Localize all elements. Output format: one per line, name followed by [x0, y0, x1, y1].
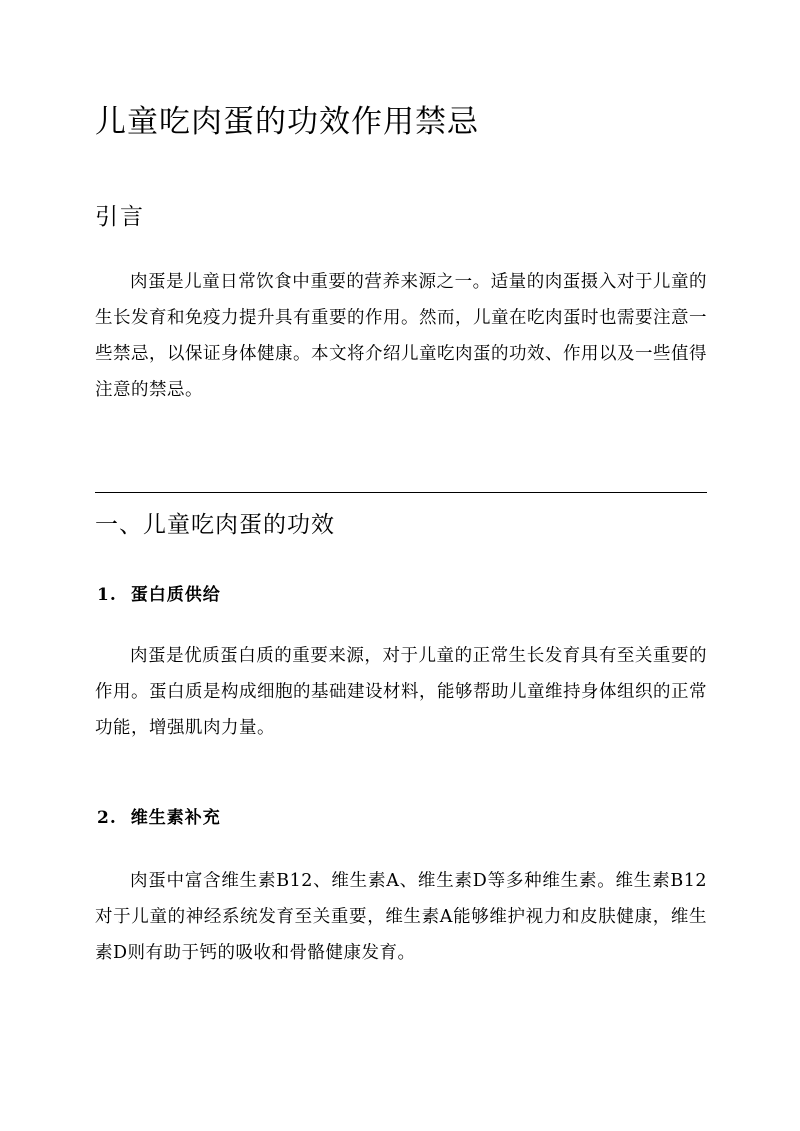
intro-paragraph: 肉蛋是儿童日常饮食中重要的营养来源之一。适量的肉蛋摄入对于儿童的生长发育和免疫力提升具有重要的作用。然而，儿童在吃肉蛋时也需要注意一些禁忌，以保证身体健康。本文将介绍儿童吃肉蛋的功效、作用以及一些值得注意的禁忌。: [95, 272, 707, 400]
subsection-2-heading: [97, 803, 221, 828]
subsection-1-paragraph: 肉蛋是优质蛋白质的重要来源，对于儿童的正常生长发育具有至关重要的作用。蛋白质是构成细胞的基础建设材料，能够帮助儿童维持身体组织的正常功能，增强肌肉力量。: [95, 646, 707, 738]
section-1-heading: 一、儿童吃肉蛋的功效: [95, 512, 335, 538]
subsection-1-title: 蛋白质供给: [130, 585, 221, 605]
subsection-2-number: 2.: [97, 808, 117, 828]
subsection-2-title: 维生素补充: [130, 808, 221, 828]
document-title: 儿童吃肉蛋的功效作用禁忌: [95, 104, 479, 140]
intro-heading: 引言: [95, 204, 145, 230]
subsection-2-paragraph: 肉蛋中富含维生素B12、维生素A、维生素D等多种维生素。维生素B12对于儿童的神经系统发育至关重要，维生素A能够维护视力和皮肤健康，维生素D则有助于钙的吸收和骨骼健康发育。: [95, 871, 707, 963]
section-divider: [95, 492, 707, 493]
subsection-1-number: 1.: [97, 585, 117, 605]
subsection-1-heading: [97, 580, 221, 605]
